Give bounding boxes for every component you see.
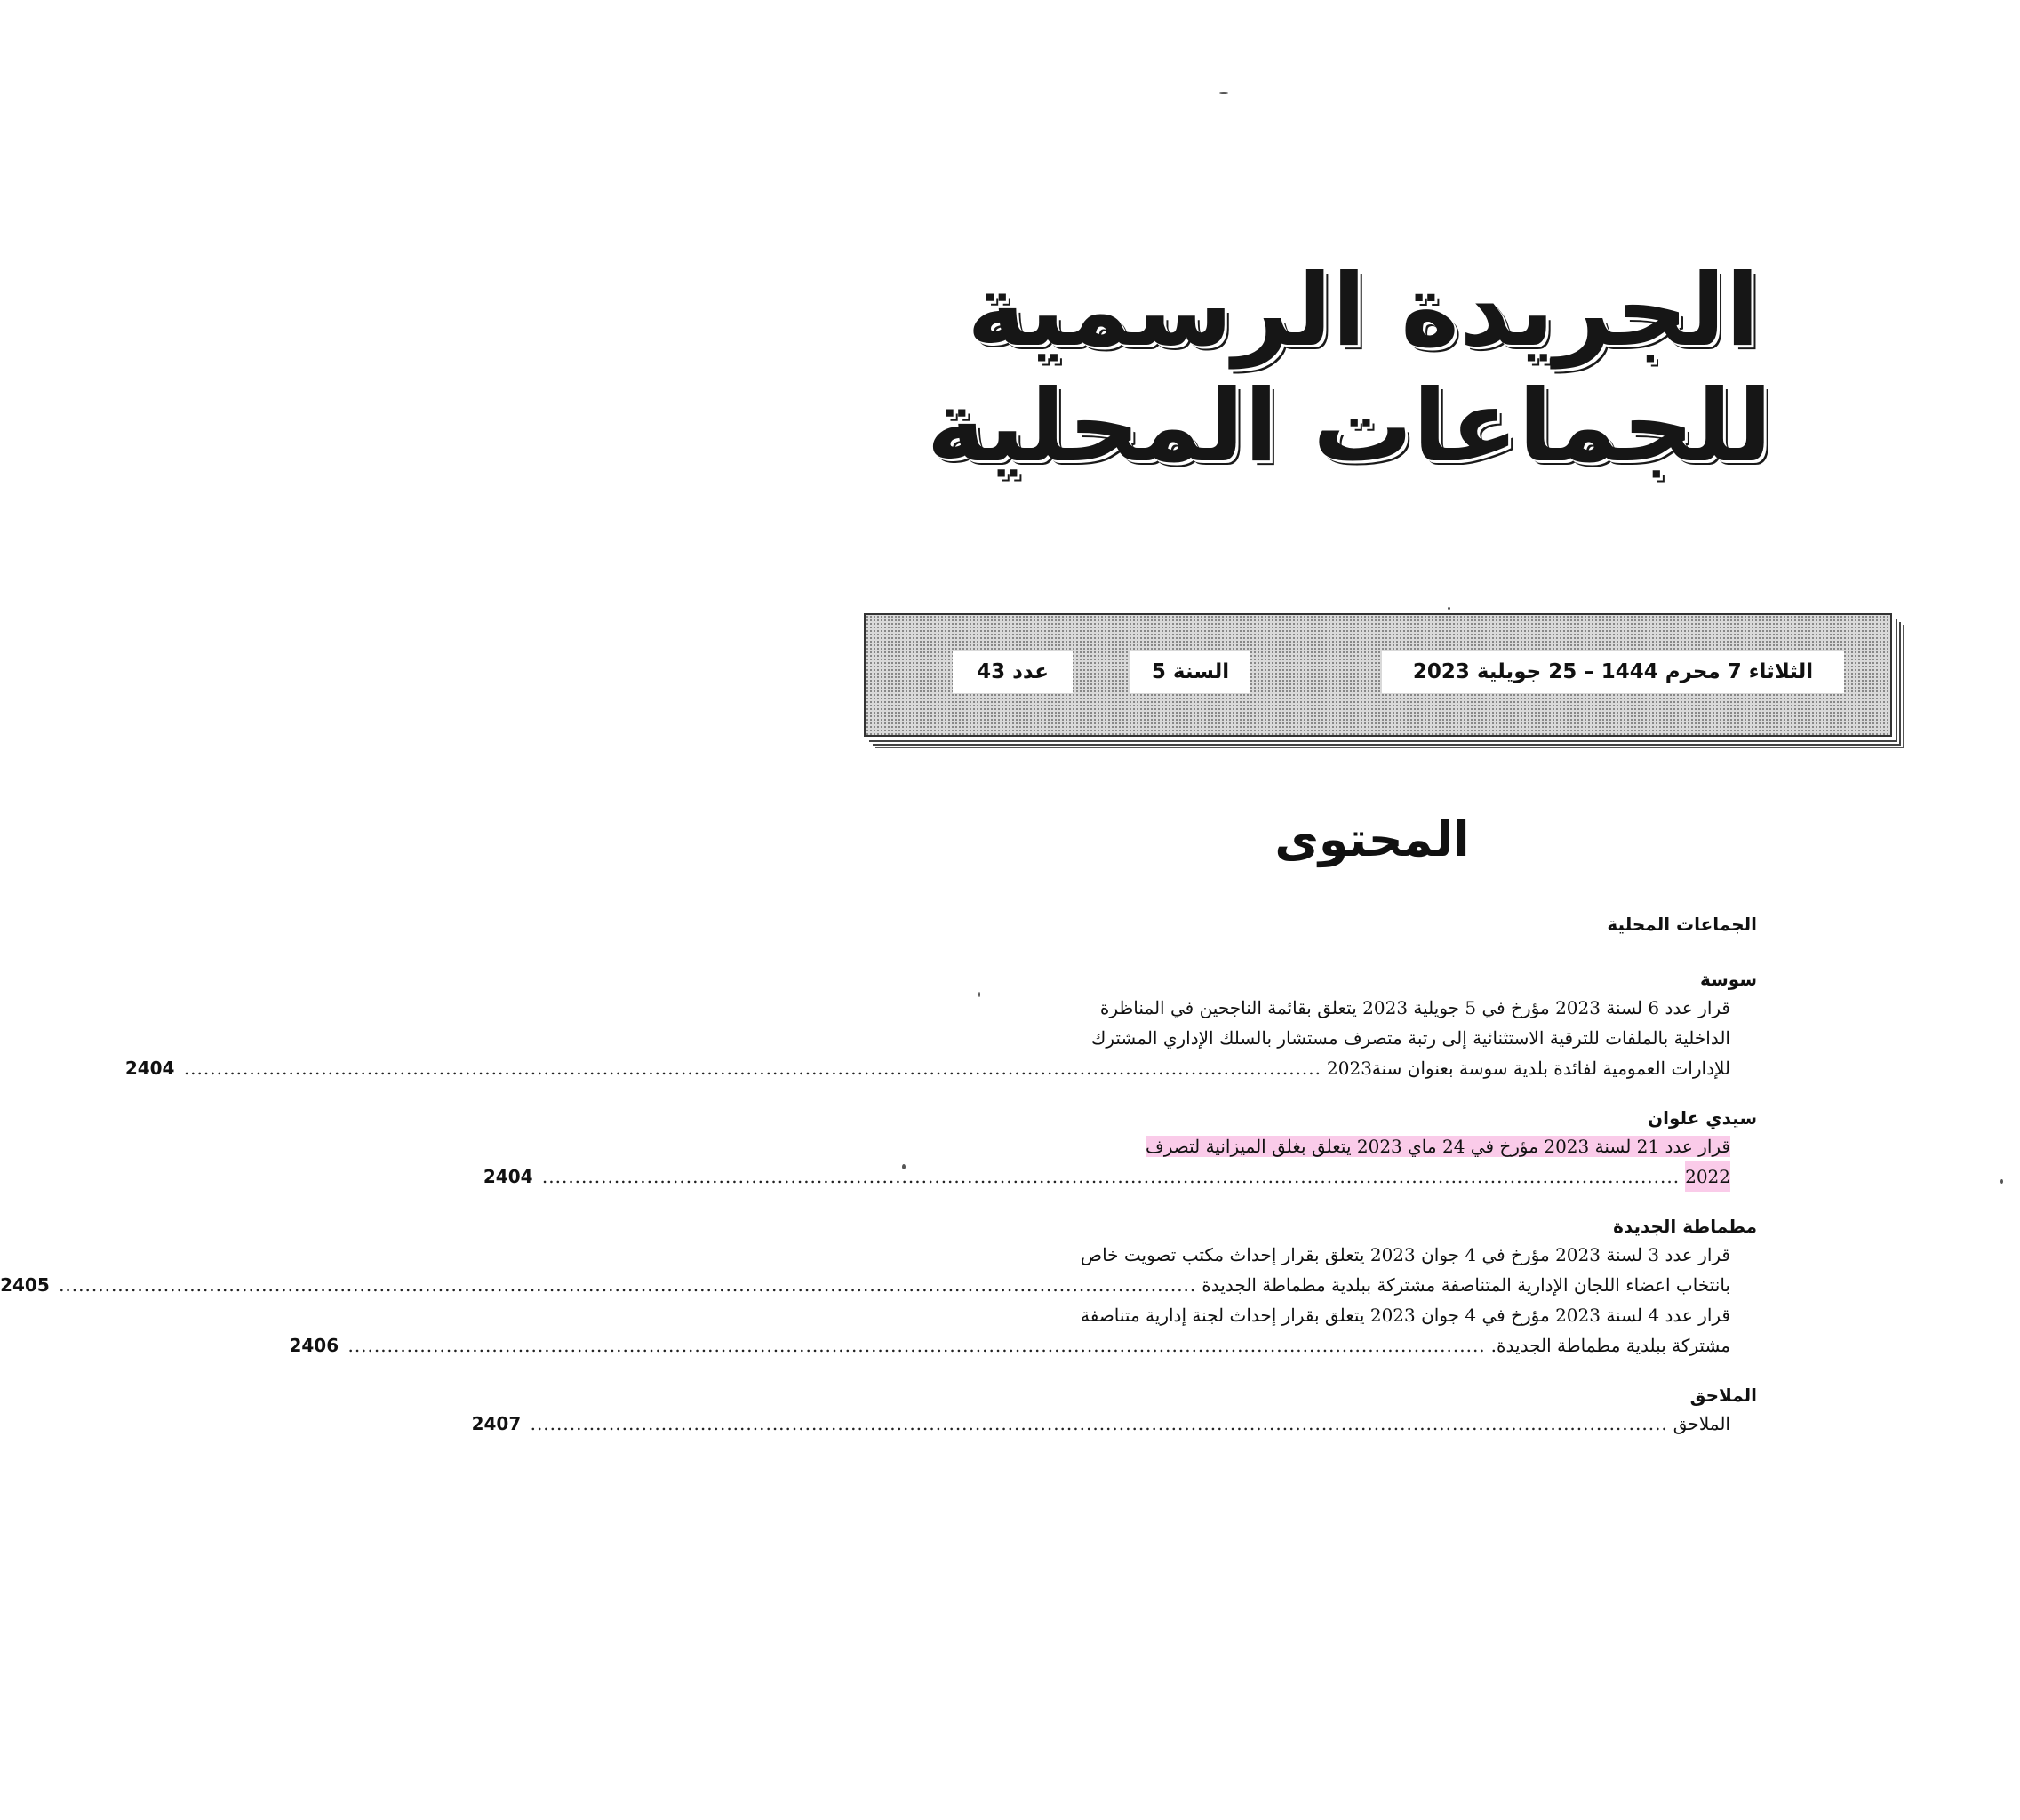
toc-section-label: الجماعات المحلية (1607, 914, 1757, 935)
toc-entry-line: الداخلية بالملفات للترقية الاستثنائية إلى رتبة متصرف مستشار بالسلك الإداري المشترك (1090, 1027, 1730, 1049)
highlighted-text: قرار عدد 21 لسنة 2023 مؤرخ في 24 ماي 2023 يتعلق بغلق الميزانية لتصرف (1145, 1136, 1730, 1157)
dot-leader (59, 1270, 1196, 1300)
toc-page-number: 2405 (0, 1274, 50, 1296)
issue-year: السنة 5 (1130, 651, 1250, 693)
toc-entry-line: بانتخاب اعضاء اللجان الإدارية المتناصفة مشتركة ببلدية مطماطة الجديدة (1202, 1274, 1730, 1296)
toc-entry[interactable] (124, 993, 1757, 1083)
issue-info-band (864, 613, 1892, 737)
toc-entry[interactable] (0, 1240, 1757, 1300)
toc-group-heading: مطماطة الجديدة (1613, 1216, 1757, 1237)
toc-group-heading: الملاحق (1689, 1385, 1757, 1406)
toc-entry[interactable] (471, 1409, 1757, 1439)
toc-page-number: 2404 (483, 1166, 533, 1187)
toc-entry[interactable] (289, 1300, 1757, 1361)
toc-entry-line: للإدارات العمومية لفائدة بلدية سوسة بعنوان سنة2023 (1327, 1058, 1730, 1079)
toc-entry-line: قرار عدد 3 لسنة 2023 مؤرخ في 4 جوان 2023 يتعلق بقرار إحداث مكتب تصويت خاص (1080, 1244, 1730, 1265)
toc-entry-last-line (289, 1330, 1730, 1361)
highlighted-text: 2022 (1685, 1161, 1730, 1192)
toc-entry-line: قرار عدد 4 لسنة 2023 مؤرخ في 4 جوان 2023 يتعلق بقرار إحداث لجنة إدارية متناصفة (1080, 1305, 1730, 1326)
scan-speck (1219, 92, 1228, 94)
issue-date: الثلاثاء 7 محرم 1444 – 25 جويلية 2023 (1382, 651, 1844, 693)
masthead-line-1: الجريدة الرسمية (967, 253, 1760, 369)
toc-entry-line: مشتركة ببلدية مطماطة الجديدة. (1490, 1335, 1730, 1356)
issue-number: عدد 43 (953, 651, 1073, 693)
toc-group-heading: سوسة (1699, 969, 1757, 990)
toc-entry[interactable] (483, 1131, 1757, 1192)
toc-entry-last-line (0, 1270, 1730, 1300)
toc-page-number: 2406 (289, 1335, 339, 1356)
scan-speck (2000, 1179, 2003, 1184)
dot-leader (184, 1053, 1321, 1083)
contents-title: المحتوى (1274, 811, 1470, 867)
toc-page-number: 2404 (124, 1058, 175, 1079)
dot-leader (347, 1330, 1485, 1361)
toc-entry-line-wrap (968, 1131, 1730, 1161)
table-of-contents (0, 911, 1757, 1439)
toc-entry-line: قرار عدد 6 لسنة 2023 مؤرخ في 5 جويلية 2023 يتعلق بقائمة الناجحين في المناظرة (1099, 997, 1730, 1018)
dot-leader (531, 1409, 1668, 1439)
scan-speck (1448, 607, 1450, 610)
masthead-line-2: للجماعات المحلية (926, 369, 1772, 484)
toc-entry-last-line (124, 1053, 1730, 1083)
dot-leader (542, 1161, 1680, 1192)
toc-entry-last-line (483, 1161, 1730, 1192)
toc-group-heading: سيدي علوان (1648, 1107, 1757, 1129)
gazette-masthead (926, 253, 1772, 484)
toc-entry-line: الملاحق (1673, 1413, 1730, 1434)
toc-entry-last-line (471, 1409, 1730, 1439)
toc-page-number: 2407 (471, 1413, 522, 1434)
